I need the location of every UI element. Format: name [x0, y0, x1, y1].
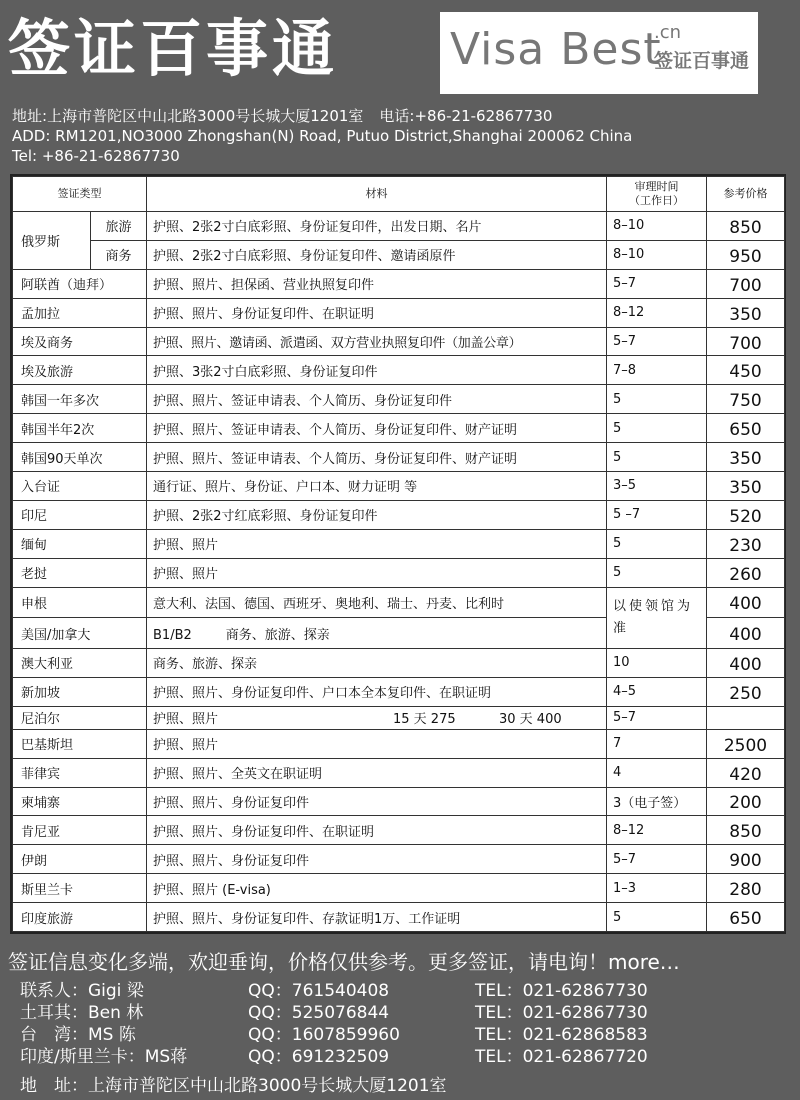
price-cell: 400 [707, 587, 785, 618]
contact-tel: TEL：021-62867720 [475, 1047, 648, 1067]
price-cell: 260 [707, 558, 785, 587]
time-cell: 5 [607, 529, 707, 558]
visa-type-cell: 缅甸 [13, 529, 147, 558]
time-cell: 4–5 [607, 677, 707, 706]
table-row [13, 558, 785, 587]
footer-address: 地 址：上海市普陀区中山北路3000号长城大厦1201室 [20, 1076, 447, 1096]
table-row [13, 356, 785, 385]
table-row [13, 758, 785, 787]
contact-row [20, 1046, 790, 1068]
price-cell: 520 [707, 500, 785, 529]
time-cell: 5 [607, 443, 707, 472]
english-address-line: ADD: RM1201,NO3000 Zhongshan(N) Road, Putuo District,Shanghai 200062 China [12, 127, 633, 145]
contact-name: 联系人：Gigi 梁 [20, 981, 144, 1001]
materials-cell: 护照、照片、身份证复印件 [147, 845, 607, 874]
table-row [13, 385, 785, 414]
materials-cell: 护照、照片 [147, 558, 607, 587]
visa-type-cell: 菲律宾 [13, 758, 147, 787]
table-row [13, 414, 785, 443]
visa-price-table [10, 174, 786, 934]
contact-block [12, 106, 632, 166]
materials-text: 商务、旅游、探亲 [225, 627, 330, 643]
price-cell: 850 [707, 212, 785, 241]
contact-tel: TEL：021-62867730 [475, 1003, 648, 1023]
contact-name: 台 湾：MS 陈 [20, 1025, 136, 1045]
materials-cell [147, 706, 607, 729]
visa-type-cell: 韩国一年多次 [13, 385, 147, 414]
table-row [13, 500, 785, 529]
time-cell: 10 [607, 648, 707, 677]
visa-type-cell: 新加坡 [13, 677, 147, 706]
time-cell: 1–3 [607, 874, 707, 903]
time-cell: 4 [607, 758, 707, 787]
price-cell: 700 [707, 269, 785, 298]
materials-cell [147, 618, 607, 649]
materials-cell: 护照、照片、全英文在职证明 [147, 758, 607, 787]
header-time [607, 177, 707, 212]
contact-row [20, 1024, 790, 1046]
materials-cell: 护照、照片、签证申请表、个人简历、身份证复印件 [147, 385, 607, 414]
visa-type-cell: 美国/加拿大 [13, 618, 147, 649]
visa-type-cell: 老挝 [13, 558, 147, 587]
visa-subtype-cell: 旅游 [91, 212, 147, 241]
table-row [13, 787, 785, 816]
materials-cell: 护照、照片、身份证复印件、存款证明1万、工作证明 [147, 903, 607, 932]
visa-type-cell: 申根 [13, 587, 147, 618]
price-cell: 280 [707, 874, 785, 903]
visa-type-cell: 斯里兰卡 [13, 874, 147, 903]
visa-type-cell: 埃及旅游 [13, 356, 147, 385]
price-cell: 400 [707, 648, 785, 677]
header-time-text: 审理时间 （工作日） [629, 180, 684, 207]
table-row [13, 443, 785, 472]
table-row [13, 298, 785, 327]
table-row [13, 529, 785, 558]
phone-label: 电话: [379, 107, 415, 125]
fee-30-days: 30 天 400 [499, 712, 562, 728]
time-cell: 5 [607, 414, 707, 443]
materials-cell: 通行证、照片、身份证、户口本、财力证明 等 [147, 472, 607, 501]
materials-cell: 商务、旅游、探亲 [147, 648, 607, 677]
materials-cell: 护照、照片、邀请函、派遣函、双方营业执照复印件（加盖公章） [147, 327, 607, 356]
contact-qq: QQ：525076844 [248, 1003, 390, 1023]
time-cell: 5 [607, 385, 707, 414]
contact-name: 土耳其：Ben 林 [20, 1003, 144, 1023]
logo-domain: .cn [654, 22, 682, 43]
materials-cell: 护照、照片 (E-visa) [147, 874, 607, 903]
price-cell [707, 706, 785, 729]
visa-type-cell: 澳大利亚 [13, 648, 147, 677]
table-row [13, 587, 785, 618]
contact-qq: QQ：1607859960 [248, 1025, 400, 1045]
visa-type-cell: 柬埔寨 [13, 787, 147, 816]
time-cell: 5–7 [607, 845, 707, 874]
time-cell: 3–5 [607, 472, 707, 501]
price-cell: 950 [707, 240, 785, 269]
price-cell: 450 [707, 356, 785, 385]
visa-type-cell: 尼泊尔 [13, 706, 147, 729]
materials-cell: 护照、照片 [147, 729, 607, 758]
materials-cell: 护照、2张2寸白底彩照、身份证复印件，出发日期、名片 [147, 212, 607, 241]
materials-cell: 护照、照片 [147, 529, 607, 558]
price-cell: 250 [707, 677, 785, 706]
materials-cell: 护照、照片、身份证复印件、在职证明 [147, 816, 607, 845]
address-text: 上海市普陀区中山北路3000号长城大厦1201室 [47, 107, 364, 125]
price-cell: 850 [707, 816, 785, 845]
price-cell: 350 [707, 443, 785, 472]
time-cell: 5–7 [607, 327, 707, 356]
price-cell: 2500 [707, 729, 785, 758]
materials-cell: 意大利、法国、德国、西班牙、奥地利、瑞士、丹麦、比利时 [147, 587, 607, 618]
time-cell: 5 [607, 903, 707, 932]
price-cell: 700 [707, 327, 785, 356]
time-cell: 8–12 [607, 816, 707, 845]
materials-cell: 护照、照片、签证申请表、个人简历、身份证复印件、财产证明 [147, 414, 607, 443]
visabest-logo [440, 12, 758, 94]
tel-line: Tel: +86-21-62867730 [12, 147, 180, 165]
contact-name: 印度/斯里兰卡：MS蒋 [20, 1047, 188, 1067]
time-cell: 8–10 [607, 212, 707, 241]
price-cell: 350 [707, 298, 785, 327]
price-cell: 900 [707, 845, 785, 874]
table-row [13, 648, 785, 677]
table-row [13, 729, 785, 758]
page-title: 签证百事通 [8, 12, 339, 85]
table-row [13, 706, 785, 729]
price-cell: 650 [707, 903, 785, 932]
price-cell: 750 [707, 385, 785, 414]
visa-type-cell: 韩国半年2次 [13, 414, 147, 443]
visa-type-cell: 肯尼亚 [13, 816, 147, 845]
phone-text: +86-21-62867730 [414, 107, 553, 125]
price-cell: 400 [707, 618, 785, 649]
time-cell: 7 [607, 729, 707, 758]
table-row [13, 845, 785, 874]
time-cell: 5–7 [607, 269, 707, 298]
table-row [13, 903, 785, 932]
visa-type-cell: 印度旅游 [13, 903, 147, 932]
visa-type-cell: 巴基斯坦 [13, 729, 147, 758]
address-line [12, 106, 632, 126]
address-label: 地址: [12, 107, 48, 125]
table-row [13, 472, 785, 501]
time-cell: 5–7 [607, 706, 707, 729]
materials-cell: 护照、照片、身份证复印件 [147, 787, 607, 816]
header-price: 参考价格 [707, 177, 785, 212]
visa-subtype-cell: 商务 [91, 240, 147, 269]
price-cell: 350 [707, 472, 785, 501]
contact-list [20, 980, 790, 1068]
materials-cell: 护照、2张2寸白底彩照、身份证复印件、邀请函原件 [147, 240, 607, 269]
materials-text: 护照、照片 [153, 712, 219, 728]
time-cell: 3（电子签） [607, 787, 707, 816]
time-cell: 7–8 [607, 356, 707, 385]
visa-class-text: B1/B2 [153, 627, 192, 643]
table-row [13, 212, 785, 241]
materials-cell: 护照、照片、担保函、营业执照复印件 [147, 269, 607, 298]
price-cell: 650 [707, 414, 785, 443]
table-row [13, 327, 785, 356]
table-row [13, 240, 785, 269]
table-row [13, 874, 785, 903]
visa-type-cell: 韩国90天单次 [13, 443, 147, 472]
contact-qq: QQ：691232509 [248, 1047, 390, 1067]
time-cell: 以使领馆为准 [607, 587, 707, 648]
materials-cell: 护照、2张2寸红底彩照、身份证复印件 [147, 500, 607, 529]
table-row [13, 269, 785, 298]
header-materials: 材料 [147, 177, 607, 212]
time-cell: 8–12 [607, 298, 707, 327]
materials-cell: 护照、照片、身份证复印件、在职证明 [147, 298, 607, 327]
visa-type-cell: 印尼 [13, 500, 147, 529]
table-row [13, 816, 785, 845]
price-cell: 200 [707, 787, 785, 816]
materials-cell: 护照、照片、签证申请表、个人简历、身份证复印件、财产证明 [147, 443, 607, 472]
logo-brand: Visa Best [450, 24, 662, 75]
price-cell: 420 [707, 758, 785, 787]
logo-subtitle: 签证百事通 [654, 50, 750, 72]
materials-cell: 护照、照片、身份证复印件、户口本全本复印件、在职证明 [147, 677, 607, 706]
materials-cell: 护照、3张2寸白底彩照、身份证复印件 [147, 356, 607, 385]
table-row [13, 677, 785, 706]
contact-qq: QQ：761540408 [248, 981, 390, 1001]
visa-type-cell: 入台证 [13, 472, 147, 501]
visa-type-cell: 俄罗斯 [13, 212, 91, 270]
contact-tel: TEL：021-62867730 [475, 981, 648, 1001]
visa-type-cell: 阿联酋（迪拜） [13, 269, 147, 298]
fee-15-days: 15 天 275 [393, 712, 456, 728]
visa-type-cell: 埃及商务 [13, 327, 147, 356]
time-cell: 5 –7 [607, 500, 707, 529]
contact-row [20, 980, 790, 1002]
footer-note: 签证信息变化多端，欢迎垂询，价格仅供参考。更多签证，请电询！more… [8, 950, 680, 974]
table-header-row [13, 177, 785, 212]
visa-type-cell: 孟加拉 [13, 298, 147, 327]
contact-tel: TEL：021-62868583 [475, 1025, 648, 1045]
time-cell: 5 [607, 558, 707, 587]
header-visa-type: 签证类型 [13, 177, 147, 212]
visa-type-cell: 伊朗 [13, 845, 147, 874]
time-cell: 8–10 [607, 240, 707, 269]
contact-row [20, 1002, 790, 1024]
price-cell: 230 [707, 529, 785, 558]
